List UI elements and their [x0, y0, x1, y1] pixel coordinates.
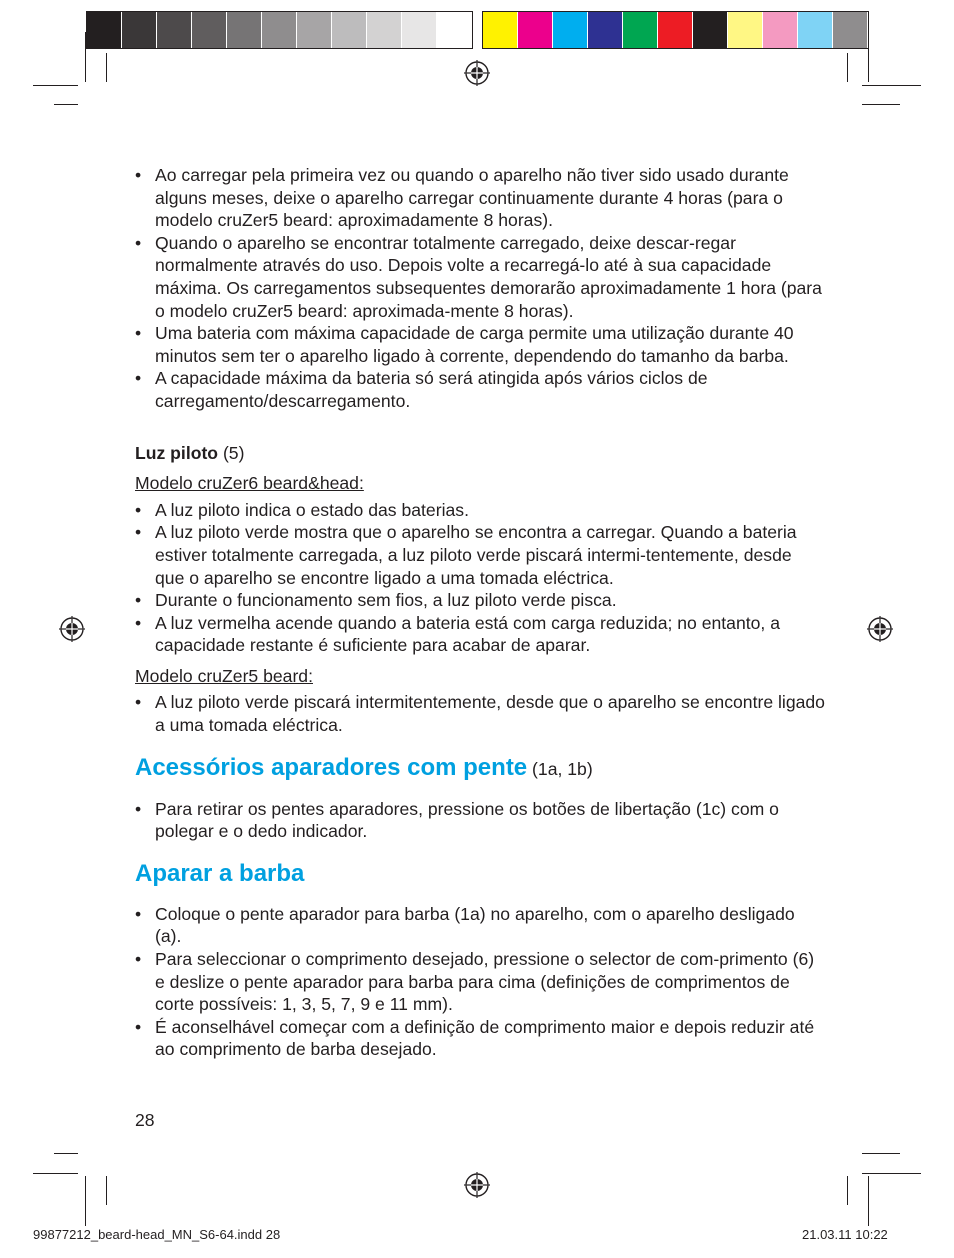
color-swatch: [332, 12, 367, 48]
color-swatch: [658, 12, 693, 48]
model-label-cruzer6: Modelo cruZer6 beard&head:: [135, 473, 364, 494]
trimming-heading: Aparar a barba: [135, 859, 305, 887]
pilot-light-label: Luz piloto: [135, 442, 219, 463]
registration-mark-icon: [464, 60, 490, 86]
color-swatch: [262, 12, 297, 48]
color-swatch: [157, 12, 192, 48]
crop-mark: [85, 32, 86, 82]
color-swatch: [297, 12, 332, 48]
registration-mark-icon: [59, 616, 85, 642]
accessories-list: [135, 798, 825, 843]
color-swatch: [693, 12, 728, 48]
accessories-heading-text: Acessórios aparadores com pente: [135, 753, 528, 781]
color-swatch: [402, 12, 437, 48]
list-item: • A luz piloto verde piscará intermitentemente, desde que o aparelho se encontre ligado a uma tomada eléctrica.: [135, 691, 825, 736]
crop-mark: [33, 85, 78, 86]
crop-mark: [54, 104, 78, 105]
crop-mark: [868, 1176, 869, 1226]
trimming-list: [135, 903, 825, 1061]
page-number: 28: [135, 1110, 155, 1130]
footer-filename: 99877212_beard-head_MN_S6-64.indd 28: [33, 1227, 281, 1242]
model-label-cruzer5: Modelo cruZer5 beard:: [135, 665, 313, 686]
pilot-light-ref: (5): [218, 442, 245, 463]
color-swatch: [553, 12, 588, 48]
list-item: • Ao carregar pela primeira vez ou quando o aparelho não tiver sido usado durante alguns meses, deixe o aparelho carregar continuamente durante 4 horas (para o modelo cruZer5 beard: aproximadamente 8 horas).: [135, 164, 825, 232]
process-color-bar: [482, 11, 869, 49]
list-item: • Uma bateria com máxima capacidade de carga permite uma utilização durante 40 minutos sem ter o aparelho ligado à corrente, dependendo do tamanho da barba.: [135, 322, 825, 367]
pilot-light-title: [135, 442, 825, 465]
list-item: • A luz vermelha acende quando a bateria está com carga reduzida; no entanto, a capacidade restante é suficiente para acabar de aparar.: [135, 612, 825, 657]
color-swatch: [763, 12, 798, 48]
crop-mark: [862, 85, 921, 86]
color-swatch: [122, 12, 157, 48]
cruzer5-list: [135, 691, 825, 736]
accessories-ref: (1a, 1b): [527, 758, 593, 779]
color-swatch: [518, 12, 553, 48]
color-swatch: [623, 12, 658, 48]
list-item: • Durante o funcionamento sem fios, a luz piloto verde pisca.: [135, 589, 825, 612]
crop-mark: [106, 1176, 107, 1205]
crop-mark: [847, 53, 848, 82]
crop-mark: [862, 1173, 921, 1174]
gray-color-bar: [86, 11, 473, 49]
list-item: • Coloque o pente aparador para barba (1a) no aparelho, com o aparelho desligado (a).: [135, 903, 825, 948]
color-swatch: [798, 12, 833, 48]
crop-mark: [106, 53, 107, 82]
list-item: • É aconselhável começar com a definição de comprimento maior e depois reduzir até ao comprimento de barba desejado.: [135, 1016, 825, 1061]
list-item: • A luz piloto indica o estado das baterias.: [135, 499, 825, 522]
cruzer6-list: [135, 499, 825, 657]
color-swatch: [588, 12, 623, 48]
footer-timestamp: 21.03.11 10:22: [802, 1227, 888, 1242]
crop-mark: [862, 1153, 900, 1154]
list-item: • A luz piloto verde mostra que o aparelho se encontra a carregar. Quando a bateria estiver totalmente carregada, a luz piloto verde piscará intermi-tentemente, desde que o aparelho se encontre ligado a uma tomada eléctrica.: [135, 521, 825, 589]
crop-mark: [33, 1173, 78, 1174]
registration-mark-icon: [867, 616, 893, 642]
registration-mark-icon: [464, 1172, 490, 1198]
color-swatch: [227, 12, 262, 48]
color-swatch: [483, 12, 518, 48]
charging-list: [135, 164, 825, 413]
color-swatch: [437, 12, 472, 48]
crop-mark: [847, 1176, 848, 1205]
list-item: • Para retirar os pentes aparadores, pressione os botões de libertação (1c) com o polegar e o dedo indicador.: [135, 798, 825, 843]
list-item: • Para seleccionar o comprimento desejado, pressione o selector de com-primento (6) e deslize o pente aparador para barba para cima (definições de comprimentos de corte possíveis: 1, 3, 5, 7, 9 e 11 mm).: [135, 948, 825, 1016]
accessories-heading: [135, 753, 825, 784]
list-item: • Quando o aparelho se encontrar totalmente carregado, deixe descar-regar normalmente através do uso. Depois volte a recarregá-lo até à sua capacidade máxima. Os carregamentos subsequentes demorarão aproximadamente 1 hora (para o modelo cruZer5 beard: aproximada-mente 8 horas).: [135, 232, 825, 322]
crop-mark: [862, 104, 900, 105]
crop-mark: [54, 1153, 78, 1154]
color-swatch: [367, 12, 402, 48]
list-item: • A capacidade máxima da bateria só será atingida após vários ciclos de carregamento/descarregamento.: [135, 367, 825, 412]
page-content: [135, 164, 825, 1061]
color-swatch: [192, 12, 227, 48]
color-swatch: [728, 12, 763, 48]
crop-mark: [868, 32, 869, 82]
color-swatch: [833, 12, 868, 48]
crop-mark: [85, 1176, 86, 1226]
color-swatch: [87, 12, 122, 48]
